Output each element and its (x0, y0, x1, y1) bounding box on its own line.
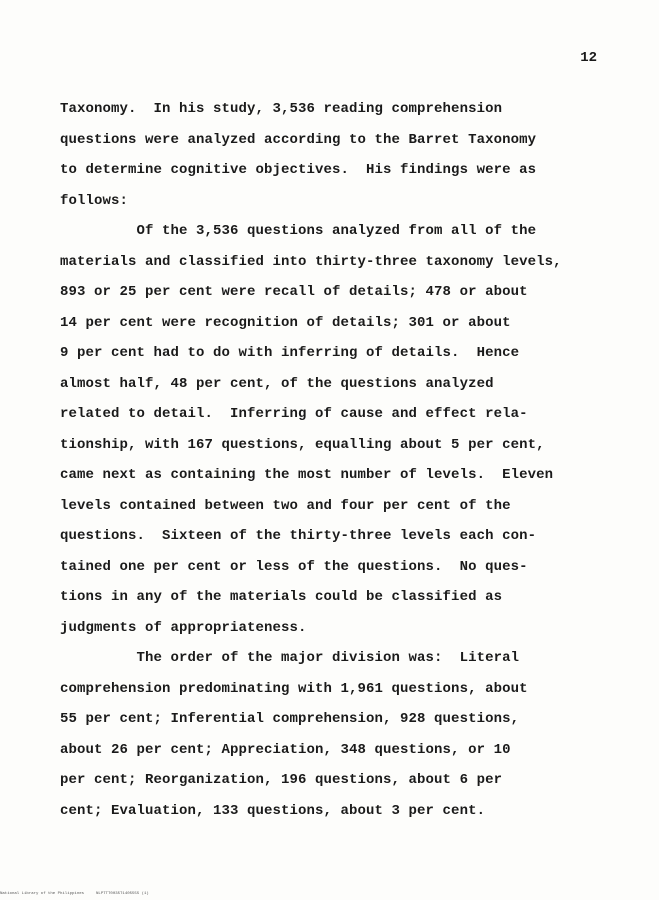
text-line: came next as containing the most number of levels. Eleven (60, 467, 554, 483)
text-line: questions. Sixteen of the thirty-three levels each con- (60, 528, 537, 544)
text-line: judgments of appropriateness. (60, 619, 307, 636)
body-text (60, 94, 620, 826)
text-line: cent; Evaluation, 133 questions, about 3 per cent. (60, 802, 486, 819)
text-line: materials and classified into thirty-three taxonomy levels, (60, 253, 562, 270)
text-line: Of the 3,536 questions analyzed from all of the (60, 223, 537, 239)
text-line: 9 per cent had to do with inferring of details. Hence (60, 345, 520, 361)
text-line: The order of the major division was: Literal (60, 650, 520, 666)
text-line: tionship, with 167 questions, equalling about 5 per cent, (60, 436, 545, 453)
text-line: tained one per cent or less of the questions. No ques- (60, 558, 528, 575)
text-line: questions were analyzed according to the Barret Taxonomy (60, 131, 537, 148)
page-number: 12 (580, 50, 597, 66)
text-line: comprehension predominating with 1,961 questions, about (60, 680, 528, 697)
text-line: almost half, 48 per cent, of the questions analyzed (60, 375, 494, 392)
text-line: 55 per cent; Inferential comprehension, 928 questions, (60, 711, 520, 727)
text-line: to determine cognitive objectives. His findings were as (60, 162, 537, 178)
footer-attribution: National Library of the Philippines NLPTTT0035T1405555 (1) (0, 892, 149, 896)
text-line: related to detail. Inferring of cause and effect rela- (60, 406, 528, 422)
text-line: tions in any of the materials could be classified as (60, 589, 503, 605)
text-line: per cent; Reorganization, 196 questions, about 6 per (60, 772, 503, 788)
text-line: 893 or 25 per cent were recall of details; 478 or about (60, 284, 528, 300)
text-line: Taxonomy. In his study, 3,536 reading comprehension (60, 101, 503, 117)
text-line: 14 per cent were recognition of details; 301 or about (60, 314, 511, 331)
text-line: follows: (60, 192, 129, 209)
text-line: about 26 per cent; Appreciation, 348 questions, or 10 (60, 741, 511, 758)
text-line: levels contained between two and four per cent of the (60, 497, 511, 514)
